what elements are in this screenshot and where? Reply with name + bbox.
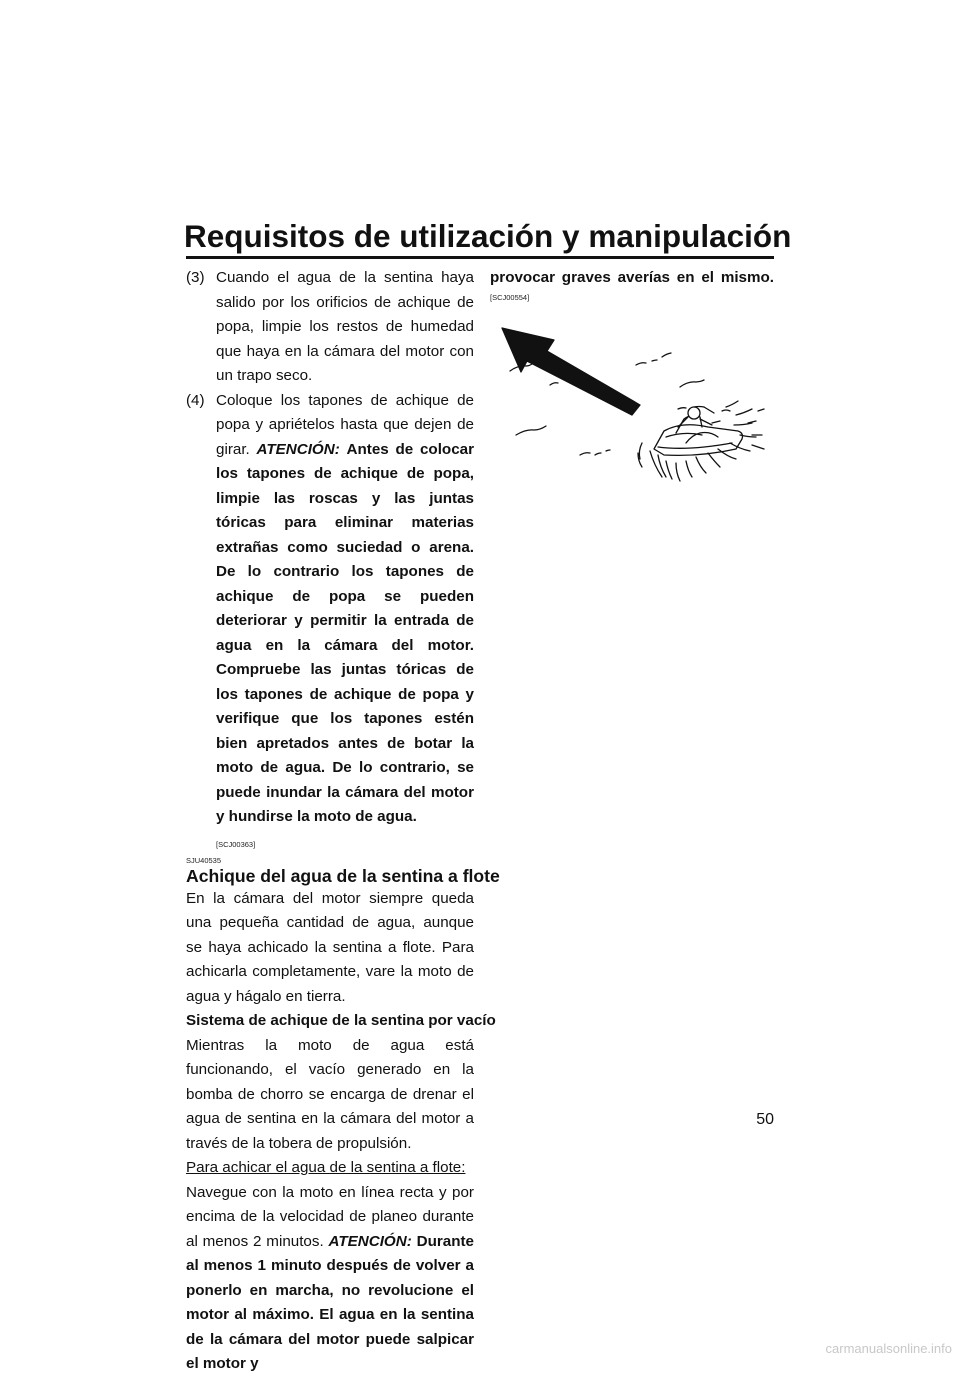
list-item-text: Coloque los tapones de achique de popa y apriételos hasta que dejen de girar. [216,391,474,458]
list-item-text: Cuando el agua de la sentina haya salido por los orificios de achique de popa, limpie los restos de humedad que haya en la cámara del motor con un trapo seco. [216,269,474,384]
caution-code: [SCJ00363] [216,839,256,849]
caution-continued: provocar graves averías en el mismo. [490,269,774,286]
direction-arrow [502,328,640,415]
list-item-4 [186,389,474,850]
caution-text: Durante al menos 1 minuto después de volver a ponerlo en marcha, no revolucione el motor al máximo. El agua en la sentina de la cámara del motor puede salpicar el motor y [186,1232,474,1372]
caution-text: Antes de colocar los tapones de achique de popa, limpie las roscas y las juntas tóricas para eliminar materias extrañas como suciedad o arena. De lo contrario los tapones de achique de popa se pueden deteriorar y permitir la entrada de agua en la cámara del motor. Compruebe las juntas tóricas de los tapones de achique de popa y verifique que los tapones estén bien apretados antes de botar la moto de agua. De lo contrario, se puede inundar la cámara del motor y hundirse la moto de agua. [216,440,474,825]
subheading-vacuum-system: Sistema de achique de la sentina por vacío [186,1012,496,1029]
right-column [490,266,774,509]
list-item-number: (3) [186,269,205,286]
page-number: 50 [756,1111,774,1128]
caution-label: ATENCIÓN: [256,440,340,458]
caution-code: [SCJ00554] [490,292,530,302]
procedure-heading: Para achicar el agua de la sentina a flote: [186,1159,466,1176]
section-title: Achique del agua de la sentina a flote [186,865,500,886]
section-intro: En la cámara del motor siempre queda una pequeña cantidad de agua, aunque se haya achicado la sentina a flote. Para achicarla completamente, vare la moto de agua y hágalo en tierra. [186,889,474,1005]
left-column [186,266,500,1377]
watercraft-drawing [654,407,743,455]
list-item-3 [186,266,474,389]
procedure-paragraph [186,1181,474,1377]
page-header-title: Requisitos de utilización y manipulación [184,218,792,254]
header-rule [186,256,774,259]
procedure-text: Navegue con la moto en línea recta y por encima de la velocidad de planeo durante al menos 2 minutos. [186,1183,474,1250]
watermark: carmanualsonline.info [825,1341,952,1356]
watercraft-illustration [490,311,774,509]
section-code: SJU40535 [186,855,222,865]
vacuum-system-text: Mientras la moto de agua está funcionando, el vacío generado en la bomba de chorro se encarga de drenar el agua de sentina en la cámara del motor a través de la tobera de propulsión. [186,1036,474,1152]
list-item-number: (4) [186,391,205,409]
watercraft-planing-icon [490,311,774,509]
caution-label: ATENCIÓN: [328,1232,412,1250]
